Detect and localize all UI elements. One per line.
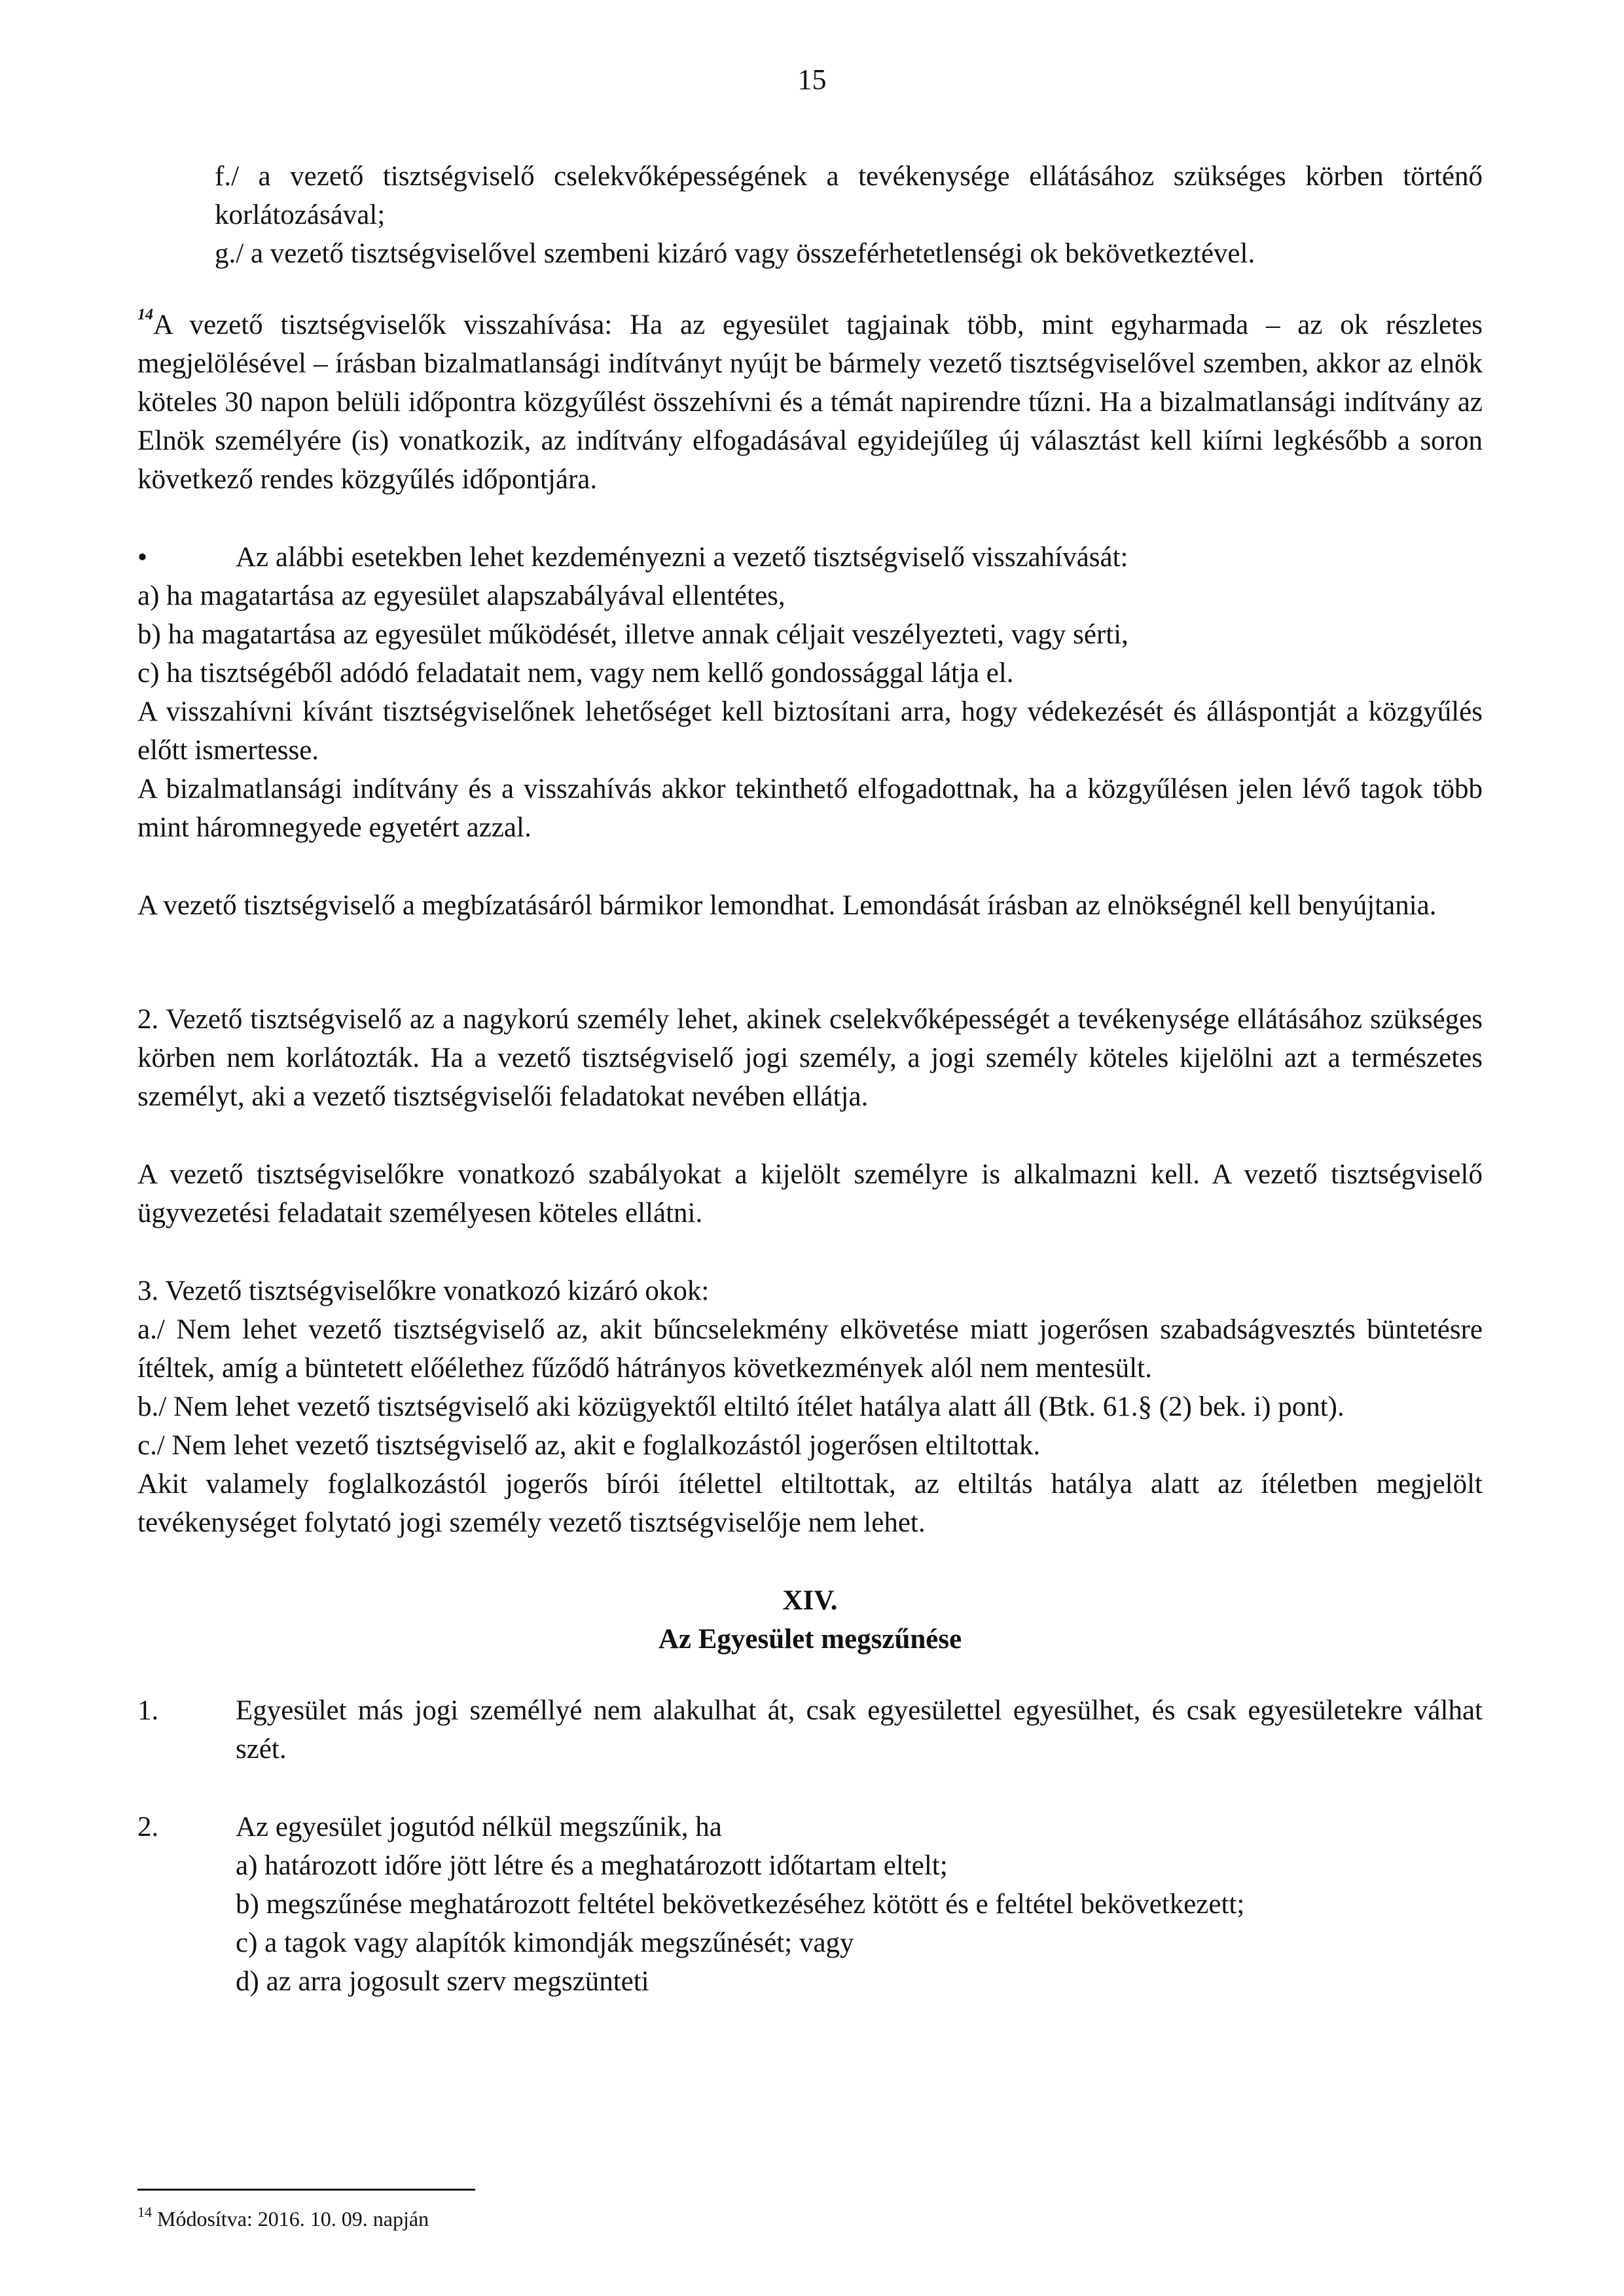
exclusion-b: b./ Nem lehet vezető tisztségviselő aki közügyektől eltiltó ítélet hatálya alatt áll (Btk. 61.§ (2) bek. i) pont). bbox=[137, 1391, 1344, 1422]
recall-bullet bbox=[137, 538, 1483, 577]
footnote-divider bbox=[137, 2189, 475, 2191]
resignation-paragraph: A vezető tisztségviselő a megbízatásáról bármikor lemondhat. Lemondását írásban az elnökségnél kell benyújtania. bbox=[137, 890, 1437, 921]
dissolution-item-2-number: 2. bbox=[137, 1812, 159, 1842]
page-number: 15 bbox=[797, 63, 827, 96]
dissolution-condition-d: d) az arra jogosult szerv megszünteti bbox=[236, 1966, 649, 1997]
dissolution-item-2-text: Az egyesület jogutód nélkül megszűnik, ha bbox=[236, 1812, 722, 1842]
footnote-number: 14 bbox=[137, 2204, 152, 2220]
recall-case-c: c) ha tisztségéből adódó feladatait nem, vagy nem kellő gondossággal látja el. bbox=[137, 658, 1014, 689]
dissolution-item-1-number: 1. bbox=[137, 1695, 159, 1726]
section-title: Az Egyesület megszűnése bbox=[658, 1624, 962, 1655]
document-body bbox=[137, 157, 1483, 2001]
item-g: g./ a vezető tisztségviselővel szembeni kizáró vagy összeférhetetlenségi ok bekövetkeztével. bbox=[215, 238, 1255, 269]
point-2-rules-paragraph: A vezető tisztségviselőkre vonatkozó szabályokat a kijelölt személyre is alkalmazni kell. A vezető tisztségviselő ügyvezetési feladatait személyesen köteles ellátni. bbox=[137, 1159, 1483, 1229]
footnote bbox=[137, 2206, 429, 2232]
footnote-ref[interactable]: 14 bbox=[137, 306, 153, 323]
point-2-paragraph: 2. Vezető tisztségviselő az a nagykorú személy lehet, akinek cselekvőképességét a tevékenysége ellátásához szükséges körben nem korlátozták. Ha a vezető tisztségviselő jogi személy, a jogi személy köteles kijelölni azt a természetes személyt, aki a vezető tisztségviselői feladatokat nevében ellátja. bbox=[137, 1004, 1483, 1112]
acceptance-paragraph: A bizalmatlansági indítvány és a visszahívás akkor tekinthető elfogadottnak, ha a közgyűlésen jelen lévő tagok több mint háromnegyede egyetért azzal. bbox=[137, 774, 1483, 843]
ban-paragraph: Akit valamely foglalkozástól jogerős bírói ítélettel eltiltottak, az eltiltás hatálya alatt az ítéletben megjelölt tevékenységet folytató jogi személy vezető tisztségviselője nem lehet. bbox=[137, 1469, 1483, 1538]
dissolution-item-1-text: Egyesület más jogi személlyé nem alakulhat át, csak egyesülettel egyesülhet, és csak egyesületekre válhat szét. bbox=[236, 1695, 1483, 1765]
recall-paragraph bbox=[137, 306, 1483, 499]
recall-text: A vezető tisztségviselők visszahívása: Ha az egyesület tagjainak több, mint egyharmada – az ok részletes megjelölésével – írásban bizalmatlansági indítványt nyújt be bármely vezető tisztségviselővel szemben, akkor az elnök köteles 30 napon belüli időpontra közgyűlést összehívni és a témát napirendre tűzni. Ha a bizalmatlansági indítvány az Elnök személyére (is) vonatkozik, az indítvány elfogadásával egyidejűleg új választást kell kiírni legkésőbb a soron következő rendes közgyűlés időpontjára. bbox=[137, 310, 1483, 495]
dissolution-condition-c: c) a tagok vagy alapítók kimondják megszűnését; vagy bbox=[236, 1928, 854, 1958]
dissolution-item-2 bbox=[137, 1808, 1483, 1846]
dissolution-condition-b: b) megszűnése meghatározott feltétel bekövetkezéséhez kötött és e feltétel bekövetkezett; bbox=[236, 1889, 1245, 1920]
footnote-text: Módosítva: 2016. 10. 09. napján bbox=[152, 2207, 429, 2231]
recall-bullet-text: Az alábbi esetekben lehet kezdeményezni a vezető tisztségviselő visszahívását: bbox=[236, 542, 1128, 573]
section-number: XIV. bbox=[782, 1585, 838, 1616]
dissolution-condition-a: a) határozott időre jött létre és a meghatározott időtartam eltelt; bbox=[236, 1850, 948, 1881]
item-f: f./ a vezető tisztségviselő cselekvőképességének a tevékenysége ellátásához szükséges körben történő korlátozásával; bbox=[215, 161, 1483, 230]
dissolution-item-1 bbox=[137, 1691, 1483, 1768]
point-3-heading: 3. Vezető tisztségviselőkre vonatkozó kizáró okok: bbox=[137, 1276, 710, 1306]
bullet-icon: • bbox=[137, 542, 148, 573]
recall-case-b: b) ha magatartása az egyesület működését, illetve annak céljait veszélyezteti, vagy sérti, bbox=[137, 619, 1128, 650]
recall-case-a: a) ha magatartása az egyesület alapszabályával ellentétes, bbox=[137, 581, 785, 611]
defense-paragraph: A visszahívni kívánt tisztségviselőnek lehetőséget kell biztosítani arra, hogy védekezését és álláspontját a közgyűlés előtt ismertesse. bbox=[137, 696, 1483, 766]
exclusion-c: c./ Nem lehet vezető tisztségviselő az, akit e foglalkozástól jogerősen eltiltottak. bbox=[137, 1430, 1041, 1461]
exclusion-a: a./ Nem lehet vezető tisztségviselő az, akit bűncselekmény elkövetése miatt jogerősen szabadságvesztés büntetésre ítéltek, amíg a büntetett előélethez fűződő hátrányos következmények alól nem mentesült. bbox=[137, 1314, 1483, 1384]
